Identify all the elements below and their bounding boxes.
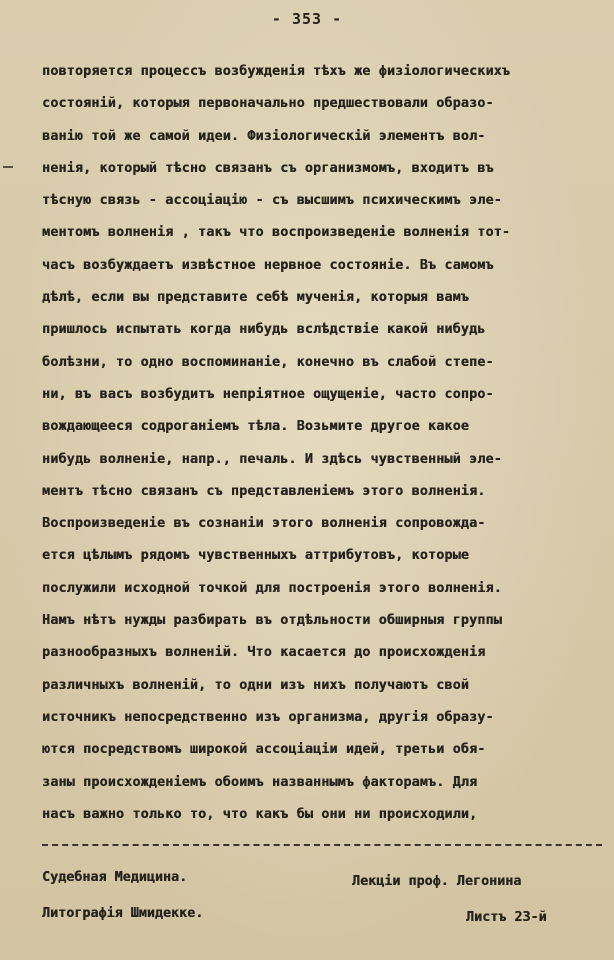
text-line: насъ важно только то, что какъ бы они ни происходили,: [42, 806, 478, 822]
text-line: источникъ непосредственно изъ организма, другія образу-: [42, 709, 494, 725]
text-line: разнообразныхъ волненій. Что касается до происхожденія: [42, 645, 486, 661]
text-line: различныхъ волненій, то одни изъ нихъ получаютъ свой: [42, 677, 470, 693]
footer-printer: Литографія Шмидекке.: [42, 906, 204, 921]
text-line: повторяется процессъ возбужденія тѣхъ же физіологическихъ: [42, 64, 511, 79]
text-line: состояній, которыя первоначально предшествовали образо-: [42, 96, 494, 112]
text-line: пришлось испытать когда нибудь вслѣдствіе какой нибудь: [42, 322, 486, 338]
text-line: ются посредствомъ широкой ассоціаціи идей, третьи обя-: [42, 742, 486, 758]
text-line: ется цѣлымъ рядомъ чувственныхъ аттрибутовъ, которые: [42, 548, 470, 564]
text-line: Намъ нѣтъ нужды разбирать въ отдѣльности обширныя группы: [42, 613, 502, 629]
text-line: тѣсную связь - ассоціацію - съ высшимъ психическимъ эле-: [42, 193, 502, 209]
text-line: ванію той же самой идеи. Физіологическій элементъ вол-: [42, 128, 486, 144]
text-line: заны происхожденіемъ обоимъ названнымъ факторамъ. Для: [42, 774, 478, 790]
text-line: дѣлѣ, если вы представите себѣ мученія, которыя вамъ: [42, 290, 470, 306]
footer-lecturer: Лекціи проф. Легонина: [352, 874, 522, 889]
margin-mark: [3, 166, 13, 168]
text-line: послужили исходной точкой для построенія этого волненія.: [42, 580, 502, 596]
page-number: - 353 -: [271, 10, 343, 28]
footer-sheet-number: Листъ 23-й: [466, 910, 547, 925]
text-line: ментъ тѣсно связанъ съ представленіемъ этого волненія.: [42, 483, 486, 499]
body-text: [42, 58, 608, 833]
text-line: часъ возбуждаетъ извѣстное нервное состояніе. Въ самомъ: [42, 257, 494, 273]
text-line: болѣзни, то одно воспоминаніе, конечно въ слабой степе-: [42, 354, 494, 370]
text-line: нибудь волненіе, напр., печаль. И здѣсь чувственный эле-: [42, 451, 502, 467]
text-line: вождающееся содроганіемъ тѣла. Возьмите другое какое: [42, 419, 470, 435]
text-line: ментомъ волненія , такъ что воспроизведеніе волненія тот-: [42, 225, 511, 241]
text-line: ни, въ васъ возбудитъ непріятное ощущеніе, часто сопро-: [42, 386, 494, 402]
footer-course-title: Судебная Медицина.: [42, 870, 188, 885]
text-line: Воспроизведеніе въ сознаніи этого волненія сопровожда-: [42, 516, 486, 532]
text-line: ненія, который тѣсно связанъ съ организмомъ, входитъ въ: [42, 160, 494, 176]
footer-divider: [42, 844, 602, 846]
